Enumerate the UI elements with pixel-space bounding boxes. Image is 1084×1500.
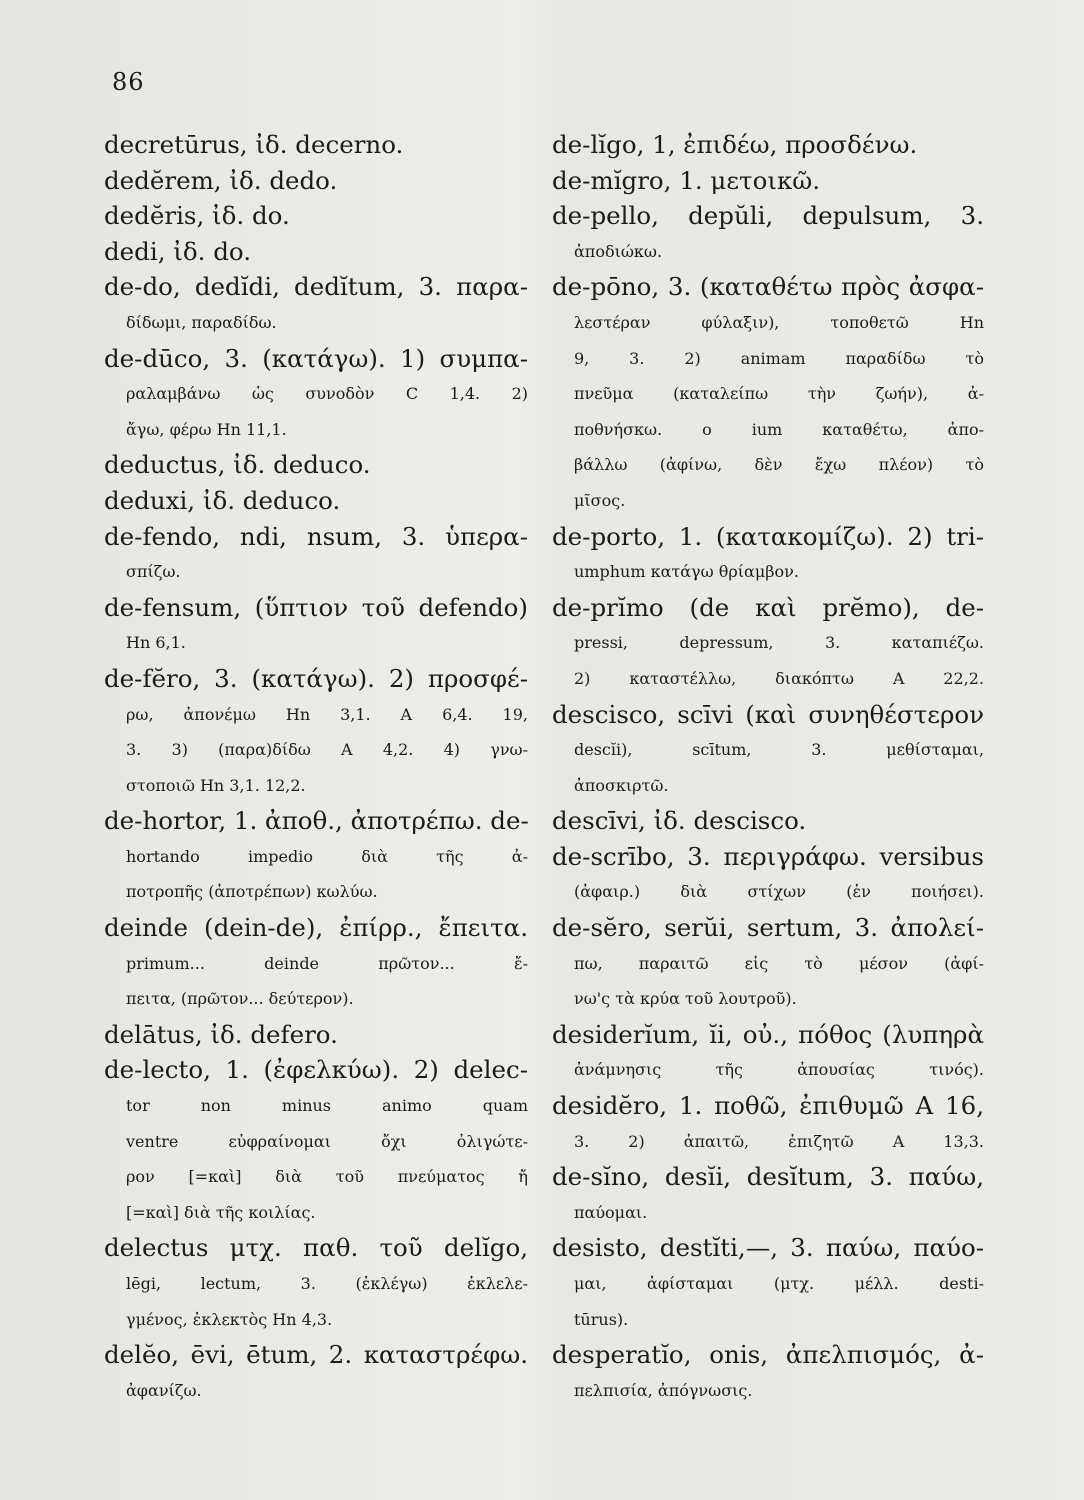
text-line: descisco, scīvi (καὶ συνηθέστερον — [552, 699, 984, 729]
text-line: tor non minus animo quam — [126, 1096, 528, 1116]
text-line: λεστέραν φύλαξιν), τοποθετῶ Hn — [574, 312, 984, 332]
text-line: νω'ς τὰ κρύα τοῦ λουτροῦ). — [574, 989, 797, 1009]
text-line: μαι, ἀφίσταμαι (μτχ. μέλλ. desti- — [574, 1274, 984, 1293]
text-line: de-lĭgo, 1, ἐπιδέω, προσδένω. — [552, 130, 918, 159]
text-line: delectus μτχ. παθ. τοῦ delĭgo, — [104, 1233, 528, 1263]
text-line: ἀνάμνησις τῆς ἀπουσίας τινός). — [574, 1060, 984, 1080]
text-line: de-dūco, 3. (κατάγω). 1) συμπα- — [104, 343, 528, 373]
text-line: ποτροπῆς (ἀποτρέπων) κωλύω. — [126, 882, 378, 902]
text-line: ἄγω, φέρω Hn 11,1. — [126, 419, 287, 439]
text-line: tūrus). — [574, 1309, 629, 1329]
text-line: ρον [=καὶ] διὰ τοῦ πνεύματος ἤ — [126, 1167, 528, 1187]
text-line: 3. 2) ἀπαιτῶ, ἐπιζητῶ A 13,3. — [574, 1131, 984, 1151]
text-line: dedĕris, ἰδ. do. — [104, 201, 290, 231]
page-number: 86 — [112, 68, 145, 96]
text-line: de-mĭgro, 1. μετοικῶ. — [552, 165, 821, 195]
text-line: dedi, ἰδ. do. — [104, 236, 251, 266]
text-line: Hn 6,1. — [126, 633, 186, 653]
text-line: de-fĕro, 3. (κατάγω). 2) προσφέ- — [104, 663, 528, 693]
text-line: βάλλω (ἀφίνω, δὲν ἔχω πλέον) τὸ — [574, 455, 984, 475]
text-line: πελπισία, ἀπόγνωσις. — [574, 1380, 753, 1400]
right-column — [552, 127, 984, 1408]
text-line: ventre εὐφραίνομαι ὄχι ὀλιγώτε- — [126, 1131, 528, 1151]
text-line: deinde (dein-de), ἐπίρρ., ἔπειτα. — [104, 913, 528, 943]
text-line: 9, 3. 2) animam παραδίδω τὸ — [574, 348, 984, 368]
text-line: lēgi, lectum, 3. (ἐκλέγω) ἐκλελε- — [126, 1274, 528, 1293]
text-line: ρω, ἀπονέμω Hn 3,1. A 6,4. 19, — [126, 704, 528, 724]
text-line: δίδωμι, παραδίδω. — [126, 312, 277, 332]
text-line: 2) καταστέλλω, διακόπτω A 22,2. — [574, 668, 984, 688]
text-line: ἀποδιώκω. — [574, 241, 663, 261]
text-line: 3. 3) (παρα)δίδω A 4,2. 4) γνω- — [126, 740, 528, 760]
text-line: σπίζω. — [126, 562, 181, 582]
text-line: de-pello, depŭli, depulsum, 3. — [552, 201, 984, 231]
text-line: πειτα, (πρῶτον... δεύτερον). — [126, 989, 354, 1009]
text-line: hortando impedio διὰ τῆς ἀ- — [126, 846, 528, 866]
text-line: ραλαμβάνω ὡς συνοδὸν C 1,4. 2) — [126, 384, 528, 404]
text-line: desisto, destĭti,—, 3. παύω, παύο- — [552, 1233, 984, 1263]
text-line: de-pōno, 3. (καταθέτω πρὸς ἀσφα- — [552, 272, 984, 302]
text-line: ποθνήσκω. o ium καταθέτω, ἀπο- — [574, 419, 984, 439]
text-line: de-fensum, (ὕπτιον τοῦ defendo) — [104, 592, 528, 622]
text-line: de-sĕro, serŭi, sertum, 3. ἀπολεί- — [552, 913, 984, 943]
text-line: delātus, ἰδ. defero. — [104, 1019, 338, 1049]
text-line: descīvi, ἰδ. descisco. — [552, 806, 807, 836]
text-line: de-hortor, 1. ἀποθ., ἀποτρέπω. de- — [104, 806, 529, 836]
text-line: dedĕrem, ἰδ. dedo. — [104, 165, 338, 195]
text-line: umphum κατάγω θρίαμβον. — [574, 562, 799, 582]
text-line: γμένος, ἐκλεκτὸς Hn 4,3. — [126, 1309, 333, 1329]
text-line: primum... deinde πρῶτον... ἔ- — [126, 953, 528, 973]
text-line: desiderĭum, ĭi, οὐ., πόθος (λυπηρὰ — [552, 1019, 984, 1049]
text-line: de-porto, 1. (κατακομίζω). 2) tri- — [552, 521, 984, 551]
text-line: στοποιῶ Hn 3,1. 12,2. — [126, 775, 306, 795]
text-line: descĭi), scītum, 3. μεθίσταμαι, — [574, 740, 984, 760]
text-line: de-lecto, 1. (ἐφελκύω). 2) delec- — [104, 1055, 528, 1085]
text-line: πω, παραιτῶ εἰς τὸ μέσον (ἀφί- — [574, 953, 984, 973]
text-line: ἀποσκιρτῶ. — [574, 775, 669, 795]
text-line: de-prĭmo (de καὶ prĕmo), de- — [552, 592, 984, 622]
text-line: desperatĭo, onis, ἀπελπισμός, ἀ- — [552, 1340, 984, 1370]
text-line: delĕo, ēvi, ētum, 2. καταστρέφω. — [104, 1340, 528, 1370]
text-line: deduxi, ἰδ. deduco. — [104, 485, 341, 515]
text-line: de-do, dedĭdi, dedĭtum, 3. παρα- — [104, 272, 528, 302]
text-line: decretūrus, ἰδ. decerno. — [104, 130, 404, 159]
text-line: de-sĭno, desĭi, desĭtum, 3. παύω, — [552, 1162, 984, 1192]
text-line: μῖσος. — [574, 490, 626, 510]
text-line: pressi, depressum, 3. καταπιέζω. — [574, 633, 984, 653]
text-line: [=καὶ] διὰ τῆς κοιλίας. — [126, 1202, 316, 1222]
text-line: deductus, ἰδ. deduco. — [104, 450, 371, 480]
text-line: (ἀφαιρ.) διὰ στίχων (ἐν ποιήσει). — [574, 882, 984, 902]
text-line: πνεῦμα (καταλείπω τὴν ζωήν), ἀ- — [574, 384, 984, 404]
text-line: de-fendo, ndi, nsum, 3. ὑπερα- — [104, 521, 528, 551]
left-column — [104, 127, 528, 1408]
text-line: desidĕro, 1. ποθῶ, ἐπιθυμῶ A 16, — [552, 1091, 984, 1121]
text-line: παύομαι. — [574, 1202, 648, 1222]
text-line: ἀφανίζω. — [126, 1380, 202, 1400]
text-line: de-scrībo, 3. περιγράφω. versibus — [552, 841, 984, 871]
